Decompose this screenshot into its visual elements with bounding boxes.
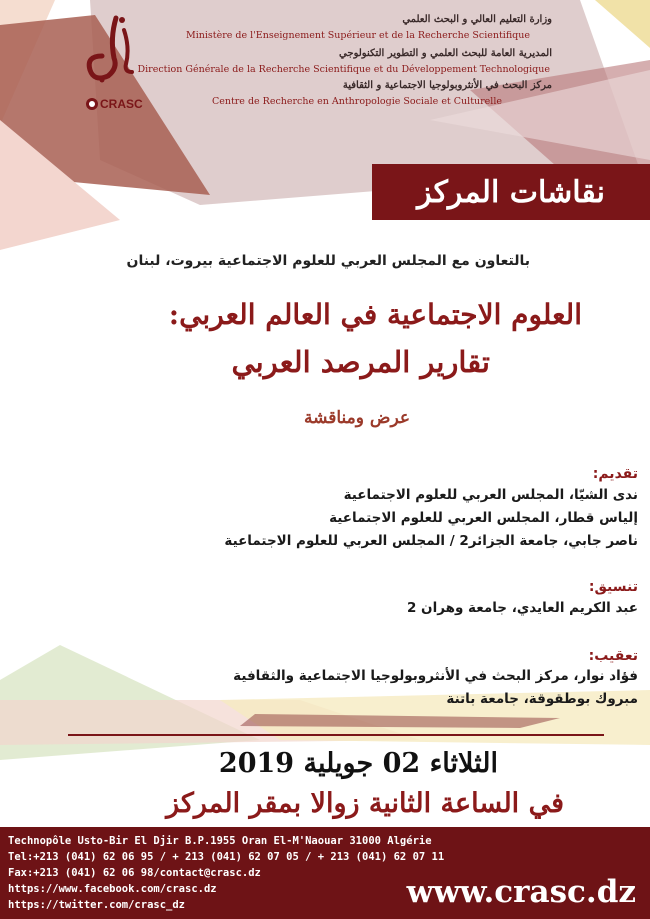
event-time-location: في الساعة الثانية زوالا بمقر المركز	[166, 788, 564, 819]
footer-tel: Tel:+213 (041) 62 06 95 / + 213 (041) 62 07 05 / + 213 (041) 62 07 11	[8, 851, 445, 863]
svg-text:CRASC: CRASC	[100, 97, 143, 111]
ministry-fr: Ministère de l'Enseignement Supérieur et de la Recherche Scientifique	[186, 30, 530, 41]
presentation-heading: تقديم:	[592, 466, 638, 482]
event-subtitle: عرض ومناقشة	[303, 408, 410, 428]
presenter-item: إلياس قطار، المجلس العربي للعلوم الاجتماعية	[329, 510, 638, 526]
divider-line	[68, 734, 604, 736]
website-link[interactable]: www.crasc.dz	[406, 874, 636, 910]
directorate-ar: المديرية العامة للبحث العلمي و التطوير التكنولوجي	[339, 48, 552, 59]
center-fr: Centre de Recherche en Anthropologie Sociale et Culturelle	[211, 96, 502, 107]
center-ar: مركز البحث في الأنثروبولوجيا الاجتماعية و الثقافية	[342, 80, 552, 91]
event-date: الثلاثاء 02 جويلية 2019	[218, 748, 498, 779]
ministry-ar: وزارة التعليم العالي و البحث العلمي	[402, 14, 552, 25]
center-debates-banner: نقاشات المركز	[372, 164, 650, 220]
footer-twitter-link[interactable]: https://twitter.com/crasc_dz	[8, 899, 186, 911]
commentary-heading: تعقيب:	[588, 648, 638, 664]
coordination-heading: تنسيق:	[588, 579, 638, 595]
footer-fax: Fax:+213 (041) 62 06 98/contact@crasc.dz	[8, 867, 261, 879]
event-title-line1: العلوم الاجتماعية في العالم العربي:	[168, 298, 582, 331]
directorate-fr: Direction Générale de la Recherche Scientifique et du Développement Technologique	[137, 64, 550, 75]
event-title-line2: تقارير المرصد العربي	[231, 345, 490, 379]
presenter-item: ناصر جابي، جامعة الجزائر2 / المجلس العربي للعلوم الاجتماعية	[224, 533, 638, 549]
crasc-logo	[78, 8, 144, 118]
coordinator-item: عبد الكريم العايدي، جامعة وهران 2	[406, 600, 638, 616]
commentator-item: فؤاد نوار، مركز البحث في الأنثروبولوجيا الاجتماعية والثقافية	[233, 668, 638, 684]
presenter-item: ندى الشيّا، المجلس العربي للعلوم الاجتماعية	[343, 487, 638, 503]
commentator-item: مبروك بوطقوقة، جامعة باتنة	[446, 691, 638, 707]
footer-address: Technopôle Usto-Bir El Djir B.P.1955 Oran El-M'Naouar 31000 Algérie	[8, 835, 432, 847]
footer-facebook-link[interactable]: https://www.facebook.com/crasc.dz	[8, 883, 217, 895]
collaboration-line: بالتعاون مع المجلس العربي للعلوم الاجتماعية بيروت، لبنان	[126, 253, 530, 269]
